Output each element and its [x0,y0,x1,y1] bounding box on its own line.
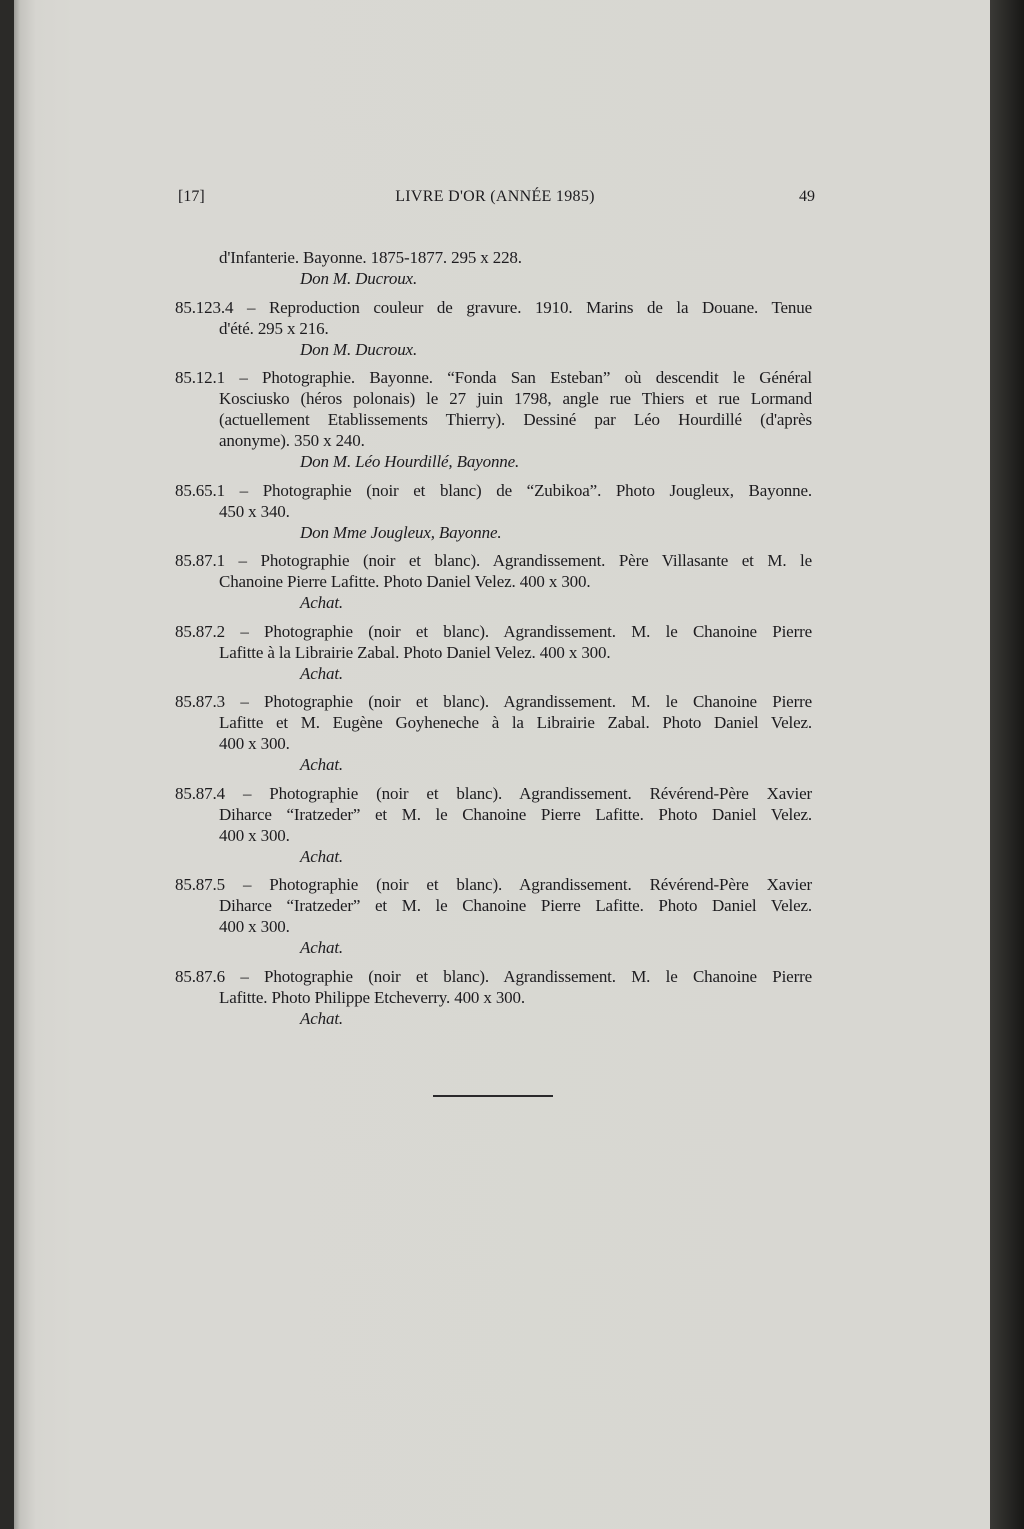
entry-provenance: Achat. [300,846,344,866]
entry-provenance: Achat. [300,755,344,774]
entry-first-line: 85.123.4 – Reproduction couleur de gravure. 1910. Marins de la Douane. Tenue [175,297,812,317]
entry-line: Lafitte. Photo Philippe Etcheverry. 400 x 300. [219,987,525,1007]
entry-provenance: Achat. [300,1008,344,1028]
entry-line: Diharce “Iratzeder” et M. le Chanoine Pierre Lafitte. Photo Daniel Velez. [219,896,812,915]
page-number: 49 [799,188,815,205]
page-edge-shadow [990,0,1024,1529]
entry-line: 400 x 300. [219,734,290,753]
entry-first-line: d'Infanterie. Bayonne. 1875-1877. 295 x 228. [219,248,522,267]
entry-first-line: 85.87.5 – Photographie (noir et blanc). Agrandissement. Révérend-Père Xavier [175,875,812,894]
entry-first-line: 85.87.1 – Photographie (noir et blanc). Agrandissement. Père Villasante et M. le [175,551,812,570]
entry-provenance: Don M. Ducroux. [300,269,418,288]
catalogue-entry [175,550,812,613]
entry-provenance: Don M. Léo Hourdillé, Bayonne. [300,452,520,471]
catalogue-entry [175,691,812,775]
catalogue-entry [175,621,812,684]
entry-line: 450 x 340. [219,501,290,521]
catalogue-entry [175,297,812,360]
entry-line: (actuellement Etablissements Thierry). Dessiné par Léo Hourdillé (d'après [219,410,812,429]
catalogue-entry [175,966,812,1029]
entry-line: anonyme). 350 x 240. [219,431,365,450]
entry-first-line: 85.87.2 – Photographie (noir et blanc). Agrandissement. M. le Chanoine Pierre [175,621,812,641]
entry-line: 400 x 300. [219,825,290,845]
entry-provenance: Achat. [300,938,344,957]
catalogue-entry [175,247,812,289]
entry-first-line: 85.87.4 – Photographie (noir et blanc). Agrandissement. Révérend-Père Xavier [175,783,812,803]
entry-first-line: 85.87.6 – Photographie (noir et blanc). Agrandissement. M. le Chanoine Pierre [175,966,812,986]
catalogue-entry [175,783,812,867]
entry-first-line: 85.12.1 – Photographie. Bayonne. “Fonda San Esteban” où descendit le Général [175,368,812,387]
entry-provenance: Don Mme Jougleux, Bayonne. [300,522,502,542]
catalogue-entry [175,480,812,543]
entry-line: Lafitte et M. Eugène Goyheneche à la Librairie Zabal. Photo Daniel Velez. [219,713,812,732]
entry-line: 400 x 300. [219,917,290,936]
end-rule-divider [433,1095,553,1097]
entry-first-line: 85.65.1 – Photographie (noir et blanc) de “Zubikoa”. Photo Jougleux, Bayonne. [175,480,812,500]
catalogue-entry [175,874,812,958]
catalogue-entries [175,247,812,1029]
section-number: [17] [178,188,205,205]
catalogue-entry [175,367,812,472]
entry-line: Chanoine Pierre Lafitte. Photo Daniel Velez. 400 x 300. [219,572,591,591]
entry-provenance: Achat. [300,593,344,612]
entry-provenance: Achat. [300,663,344,683]
entry-line: Lafitte à la Librairie Zabal. Photo Daniel Velez. 400 x 300. [219,642,611,662]
entry-provenance: Don M. Ducroux. [300,339,418,359]
entry-line: Diharce “Iratzeder” et M. le Chanoine Pierre Lafitte. Photo Daniel Velez. [219,804,812,824]
entry-first-line: 85.87.3 – Photographie (noir et blanc). Agrandissement. M. le Chanoine Pierre [175,692,812,711]
entry-line: Kosciusko (héros polonais) le 27 juin 1798, angle rue Thiers et rue Lormand [219,389,812,408]
running-title: LIVRE D'OR (ANNÉE 1985) [395,188,595,205]
running-header [175,188,815,212]
entry-line: d'été. 295 x 216. [219,318,329,338]
